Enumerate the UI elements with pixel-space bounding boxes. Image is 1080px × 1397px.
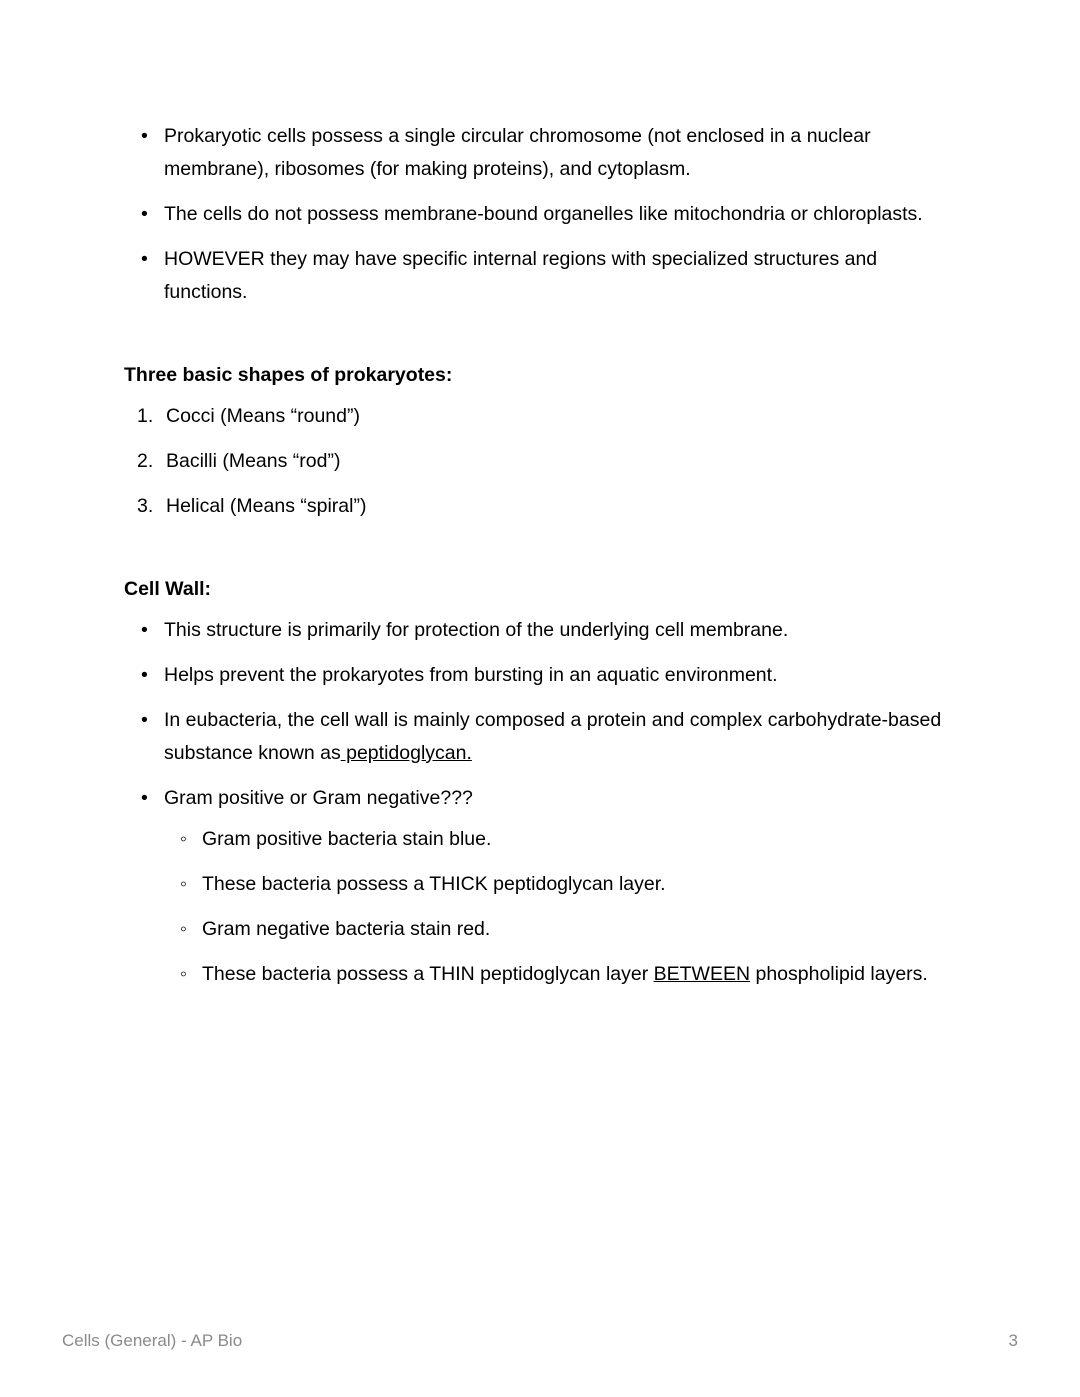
footer-page-number: 3 xyxy=(1008,1331,1018,1350)
list-item: • The cells do not possess membrane-bound organelles like mitochondria or chloroplasts. xyxy=(124,198,954,231)
intro-bullet-list xyxy=(124,120,954,309)
spacer xyxy=(124,321,954,359)
list-item: ◦ Gram positive bacteria stain blue. xyxy=(164,823,954,856)
spacer xyxy=(124,535,954,573)
shapes-list xyxy=(124,400,954,523)
between-text-after: phospholipid layers. xyxy=(750,963,928,985)
list-item: Helical (Means “spiral”) xyxy=(166,495,367,517)
list-item: Bacilli (Means “rod”) xyxy=(166,450,341,472)
gram-question-text: Gram positive or Gram negative??? xyxy=(164,787,473,809)
shapes-heading: Three basic shapes of prokaryotes: xyxy=(124,364,453,386)
list-item-gram-question xyxy=(124,782,954,991)
list-item: Cocci (Means “round”) xyxy=(166,405,360,427)
page-footer xyxy=(62,1331,1018,1351)
eubacteria-text: In eubacteria, the cell wall is mainly composed a protein and complex carbohydrate-based substance known as xyxy=(164,709,942,764)
cell-wall-heading: Cell Wall: xyxy=(124,578,212,600)
list-item-peptidoglycan xyxy=(124,704,954,770)
list-item: • HOWEVER they may have specific internal regions with specialized structures and functions. xyxy=(124,243,954,309)
list-item: ◦ Gram negative bacteria stain red. xyxy=(164,913,954,946)
list-item: • This structure is primarily for protection of the underlying cell membrane. xyxy=(124,614,954,647)
gram-sub-list xyxy=(164,823,954,991)
list-item: • Prokaryotic cells possess a single circular chromosome (not enclosed in a nuclear membrane), ribosomes (for making proteins), and cytoplasm. xyxy=(124,120,954,186)
between-text-before: These bacteria possess a THIN peptidoglycan layer xyxy=(202,963,654,985)
footer-title: Cells (General) - AP Bio xyxy=(62,1331,243,1350)
list-item: • Helps prevent the prokaryotes from bursting in an aquatic environment. xyxy=(124,659,954,692)
cell-wall-bullet-list xyxy=(124,614,954,991)
document-body xyxy=(124,120,954,1003)
list-item: ◦ These bacteria possess a THICK peptidoglycan layer. xyxy=(164,868,954,901)
peptidoglycan-underlined: peptidoglycan. xyxy=(340,742,472,764)
list-item-between xyxy=(164,958,954,991)
between-underlined: BETWEEN xyxy=(653,963,751,985)
